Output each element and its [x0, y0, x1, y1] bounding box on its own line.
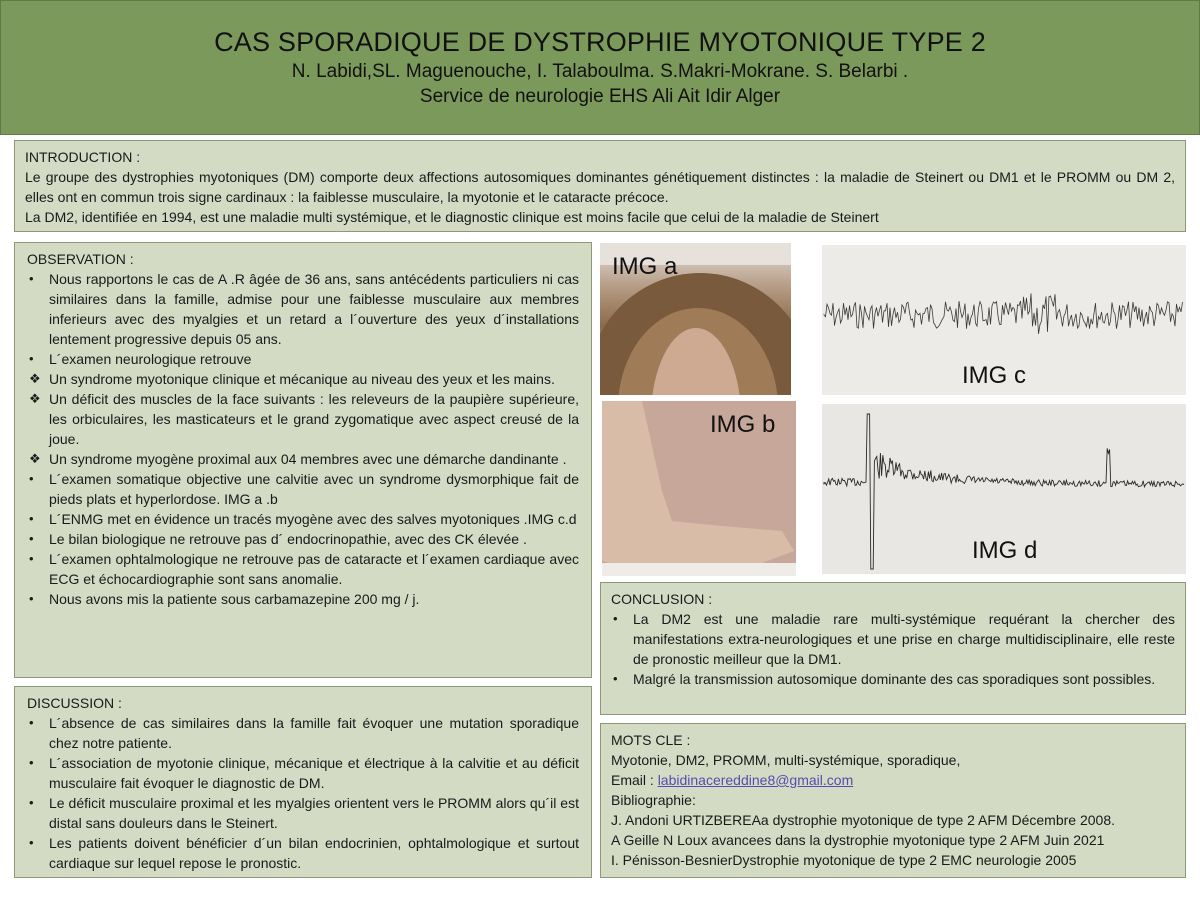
poster-header [0, 0, 1200, 135]
poster-authors: N. Labidi,SL. Maguenouche, I. Talaboulma. S.Makri-Mokrane. S. Belarbi . [291, 61, 909, 82]
observation-list [27, 269, 579, 609]
introduction-heading: INTRODUCTION : [25, 149, 141, 165]
bullet-icon: • [29, 551, 34, 566]
bullet-icon: • [29, 471, 34, 486]
list-item [27, 589, 579, 609]
diamond-bullet-icon: ❖ [29, 371, 41, 386]
list-item [27, 529, 579, 549]
bullet-icon: • [29, 591, 34, 606]
list-item [27, 509, 579, 529]
bullet-icon: • [29, 755, 34, 770]
list-item-text: Nous rapportons le cas de A .R âgée de 36 ans, sans antécédents particuliers ni cas similaires dans la famille, admise pour une faiblesse musculaire aux membres inferieurs avec des myalgies et un retard a l´ouverture des yeux d´installations lentement progressive depuis 05 ans. [49, 271, 579, 347]
bibliography-item: A Geille N Loux avancees dans la dystrophie myotonique type 2 AFM Juin 2021 [611, 832, 1105, 848]
list-item-text: Un syndrome myotonique clinique et mécanique au niveau des yeux et les mains. [49, 371, 555, 387]
list-item [27, 469, 579, 509]
list-item [27, 369, 579, 389]
keywords-text: Myotonie, DM2, PROMM, multi-systémique, sporadique, [611, 752, 961, 768]
bullet-icon: • [29, 351, 34, 366]
list-item-text: Nous avons mis la patiente sous carbamazepine 200 mg / j. [49, 591, 420, 607]
list-item [27, 269, 579, 349]
bullet-icon: • [29, 795, 34, 810]
image-caption-a: IMG a [612, 253, 678, 280]
introduction-paragraph-1: Le groupe des dystrophies myotoniques (DM) comporte deux affections autosomiques dominantes génétiquement distinctes : la maladie de Steinert ou DM1 et le PROMM ou DM 2, elles ont en commun trois signe cardinaux : la faiblesse musculaire, la myotonie et le cataracte précoce. [25, 169, 1175, 205]
list-item [27, 713, 579, 753]
list-item [611, 609, 1175, 669]
conclusion-list [611, 609, 1175, 689]
bibliography-item: J. Andoni URTIZBEREAa dystrophie myotonique de type 2 AFM Décembre 2008. [611, 812, 1115, 828]
emg-trace-c-image [822, 245, 1186, 395]
list-item [27, 753, 579, 793]
bullet-icon: • [29, 835, 34, 850]
list-item-text: La DM2 est une maladie rare multi-systémique requérant la chercher des manifestations extra-neurologiques et une prise en charge multidisciplinaire, elle reste de pronostic meilleur que la DM1. [633, 611, 1175, 667]
photo-foot-image [602, 401, 796, 576]
diamond-bullet-icon: ❖ [29, 391, 41, 406]
list-item [27, 833, 579, 873]
list-item-text: Un déficit des muscles de la face suivants : les releveurs de la paupière supérieure, les orbiculaires, les masticateurs et le grand zygomatique avec aspect creusé de la joue. [49, 391, 579, 447]
bullet-icon: • [29, 271, 34, 286]
observation-heading: OBSERVATION : [27, 251, 134, 267]
list-item-text: Les patients doivent bénéficier d´un bilan endocrinien, ophtalmologique et surtout cardiaque sur lequel repose le pronostic. [49, 835, 579, 871]
bullet-icon: • [613, 611, 618, 626]
keywords-section [600, 723, 1186, 878]
image-caption-b: IMG b [710, 411, 776, 438]
bullet-icon: • [29, 511, 34, 526]
discussion-list [27, 713, 579, 873]
email-link[interactable]: labidinacereddine8@gmail.com [657, 772, 854, 788]
conclusion-section [600, 582, 1186, 715]
list-item-text: Malgré la transmission autosomique dominante des cas sporadiques sont possibles. [633, 671, 1156, 687]
list-item [27, 793, 579, 833]
list-item-text: L´ENMG met en évidence un tracés myogène avec des salves myotoniques .IMG c.d [49, 511, 577, 527]
introduction-paragraph-2: La DM2, identifiée en 1994, est une maladie multi systémique, et le diagnostic clinique est moins facile que celui de la maladie de Steinert [25, 209, 879, 225]
list-item [27, 349, 579, 369]
list-item-text: Un syndrome myogène proximal aux 04 membres avec une démarche dandinante . [49, 451, 567, 467]
observation-section [14, 242, 592, 678]
conclusion-heading: CONCLUSION : [611, 591, 713, 607]
bibliography-heading: Bibliographie: [611, 792, 696, 808]
discussion-section [14, 686, 592, 878]
bullet-icon: • [29, 715, 34, 730]
list-item-text: Le bilan biologique ne retrouve pas d´ endocrinopathie, avec des CK élevée . [49, 531, 527, 547]
keywords-heading: MOTS CLE : [611, 732, 691, 748]
list-item-text: Le déficit musculaire proximal et les myalgies orientent vers le PROMM alors qu´il est distal sans douleurs dans le Steinert. [49, 795, 579, 831]
list-item-text: L´examen ophtalmologique ne retrouve pas de cataracte et l´examen cardiaque avec ECG et échocardiographie sont sans anomalie. [49, 551, 579, 587]
list-item-text: L´examen somatique objective une calvitie avec un syndrome dysmorphique fait de pieds plats et hyperlordose. IMG a .b [49, 471, 579, 507]
list-item-text: L´examen neurologique retrouve [49, 351, 252, 367]
list-item [27, 389, 579, 449]
list-item [27, 549, 579, 589]
email-line [611, 770, 1175, 790]
list-item-text: L´association de myotonie clinique, mécanique et électrique à la calvitie et au déficit musculaire fait évoquer le diagnostic de DM. [49, 755, 579, 791]
bibliography-item: I. Pénisson-BesnierDystrophie myotonique de type 2 EMC neurologie 2005 [611, 852, 1077, 868]
list-item [611, 669, 1175, 689]
diamond-bullet-icon: ❖ [29, 451, 41, 466]
email-label: Email : [611, 772, 658, 788]
discussion-heading: DISCUSSION : [27, 695, 122, 711]
bullet-icon: • [29, 531, 34, 546]
poster-service: Service de neurologie EHS Ali Ait Idir Alger [419, 86, 781, 107]
photo-scalp-image [600, 243, 791, 395]
introduction-section [14, 140, 1186, 232]
emg-trace-d-image [822, 404, 1186, 574]
list-item-text: L´absence de cas similaires dans la famille fait évoquer une mutation sporadique chez notre patiente. [49, 715, 579, 751]
image-caption-d: IMG d [972, 537, 1038, 564]
list-item [27, 449, 579, 469]
image-caption-c: IMG c [962, 362, 1026, 389]
poster-title: CAS SPORADIQUE DE DYSTROPHIE MYOTONIQUE TYPE 2 [214, 27, 986, 57]
bullet-icon: • [613, 671, 618, 686]
